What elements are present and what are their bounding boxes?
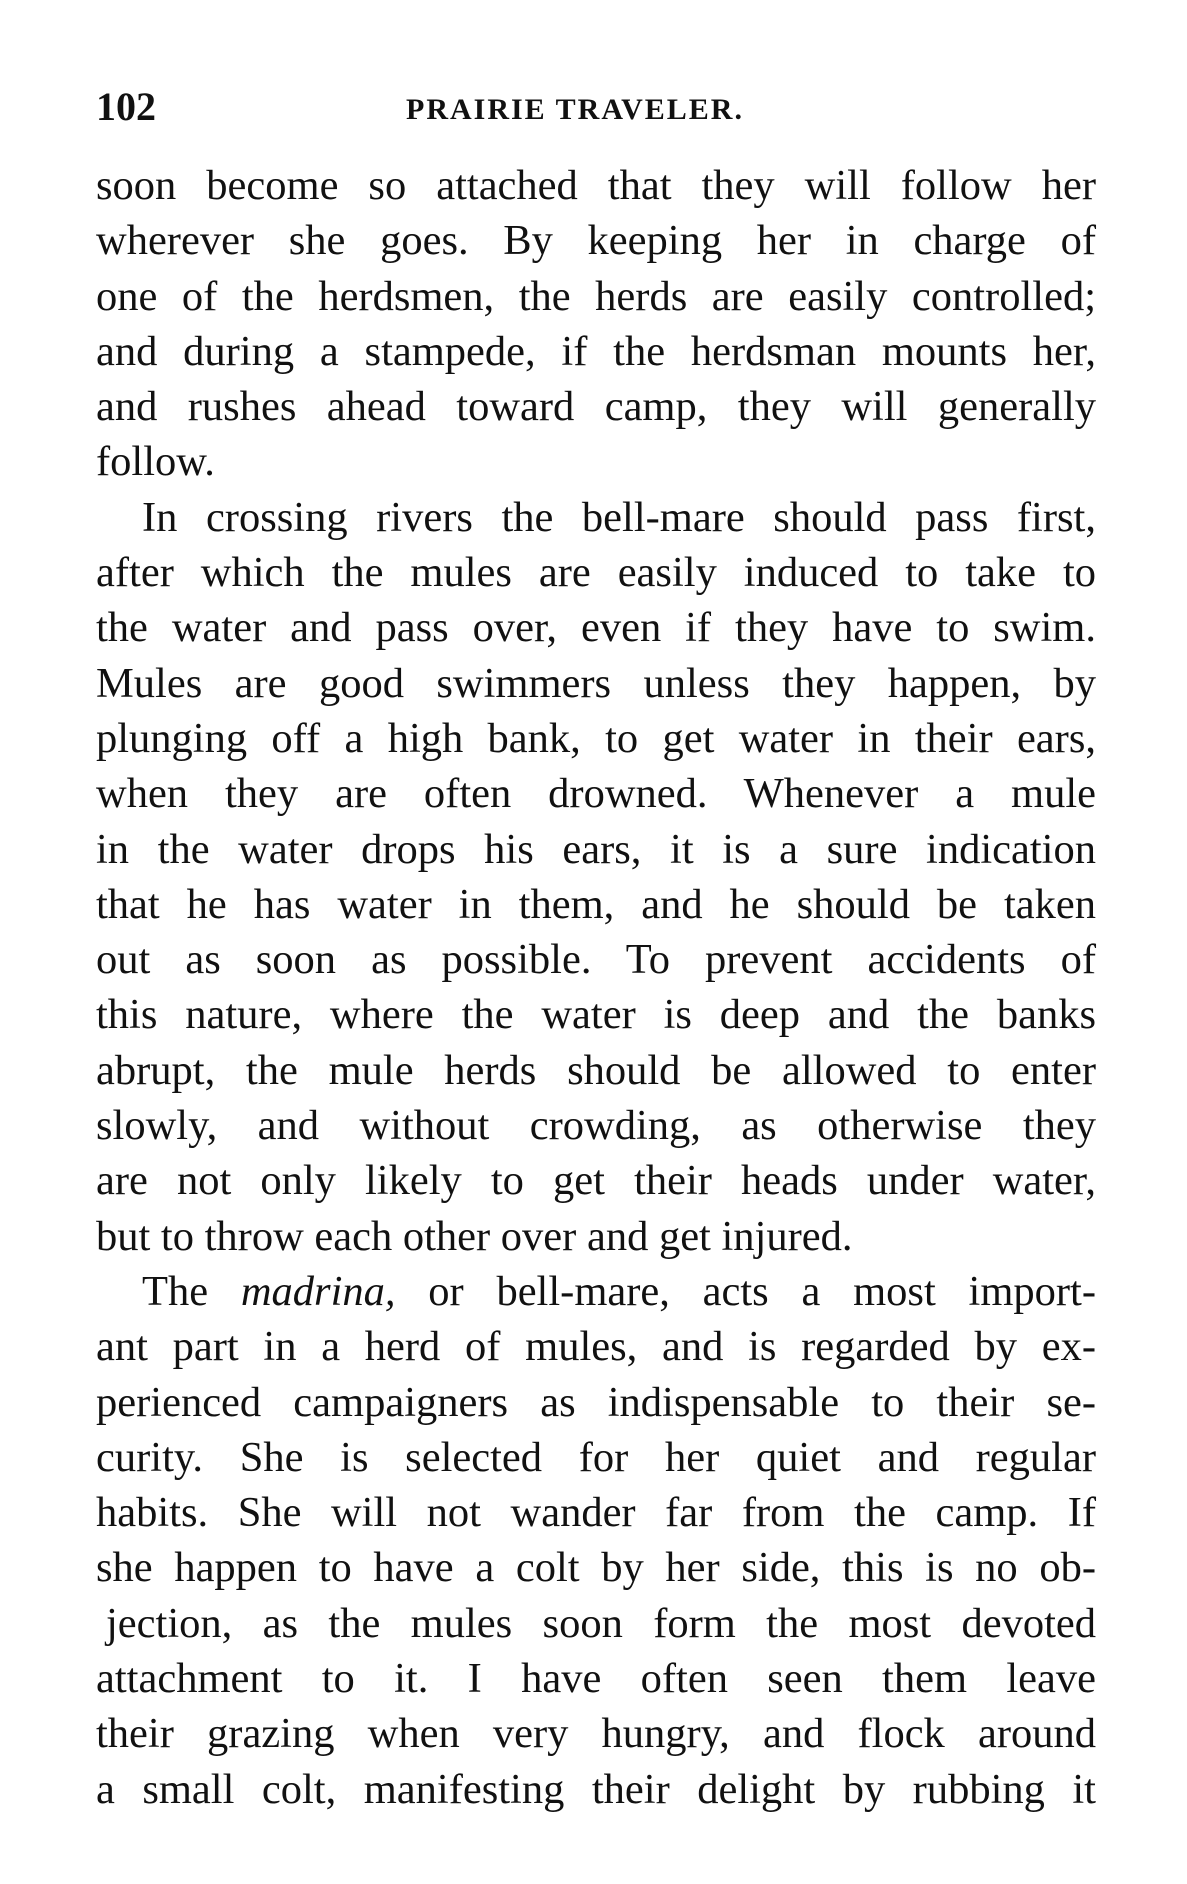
text-line: Mules are good swimmers unless they happen, by: [96, 659, 1096, 707]
text-line: she happen to have a colt by her side, this is no ob-: [96, 1544, 1096, 1592]
text-line: and during a stampede, if the herdsman mounts her,: [96, 327, 1096, 375]
text-line: curity. She is selected for her quiet and regular: [96, 1433, 1096, 1481]
text-line: and rushes ahead toward camp, they will generally: [96, 383, 1096, 431]
text-line: soon become so attached that they will follow her: [96, 162, 1096, 209]
text-line: ant part in a herd of mules, and is regarded by ex-: [96, 1323, 1096, 1371]
text-line: out as soon as possible. To prevent accidents of: [96, 936, 1096, 984]
text-line: that he has water in them, and he should be taken: [96, 880, 1096, 928]
text-fragment: or bell-mare, acts a most import-: [428, 1267, 1097, 1315]
text-line: follow.: [96, 438, 215, 486]
text-line: jection, as the mules soon form the most devoted: [106, 1599, 1096, 1647]
text-line: habits. She will not wander far from the camp. If: [96, 1489, 1096, 1537]
text-line: In crossing rivers the bell-mare should pass first,: [142, 493, 1096, 541]
running-head: PRAIRIE TRAVELER.: [406, 93, 744, 126]
text-fragment: The: [142, 1267, 209, 1315]
text-line: their grazing when very hungry, and flock around: [96, 1710, 1096, 1758]
text-line: plunging off a high bank, to get water in their ears,: [96, 714, 1096, 762]
text-line: but to throw each other over and get injured.: [96, 1212, 853, 1260]
text-line: perienced campaigners as indispensable to their se-: [96, 1378, 1096, 1426]
text-line: slowly, and without crowding, as otherwise they: [96, 1102, 1096, 1150]
text-line: [96, 1264, 1096, 1319]
page-header: [96, 82, 1096, 142]
text-line: after which the mules are easily induced to take to: [96, 549, 1096, 597]
text-line: in the water drops his ears, it is a sure indication: [96, 825, 1096, 873]
text-line: when they are often drowned. Whenever a mule: [96, 770, 1096, 818]
text-line: this nature, where the water is deep and the banks: [96, 991, 1096, 1039]
text-line: are not only likely to get their heads under water,: [96, 1157, 1096, 1205]
text-line: one of the herdsmen, the herds are easily controlled;: [96, 272, 1096, 320]
text-line: abrupt, the mule herds should be allowed to enter: [96, 1046, 1096, 1094]
text-line: the water and pass over, even if they have to swim.: [96, 604, 1096, 652]
text-line: wherever she goes. By keeping her in charge of: [96, 217, 1096, 265]
text-line: attachment to it. I have often seen them leave: [96, 1655, 1096, 1703]
text-line: a small colt, manifesting their delight by rubbing it: [96, 1765, 1096, 1813]
body-text: [96, 158, 1096, 1817]
italic-term: madrina,: [240, 1267, 396, 1315]
page-number: 102: [96, 84, 156, 129]
